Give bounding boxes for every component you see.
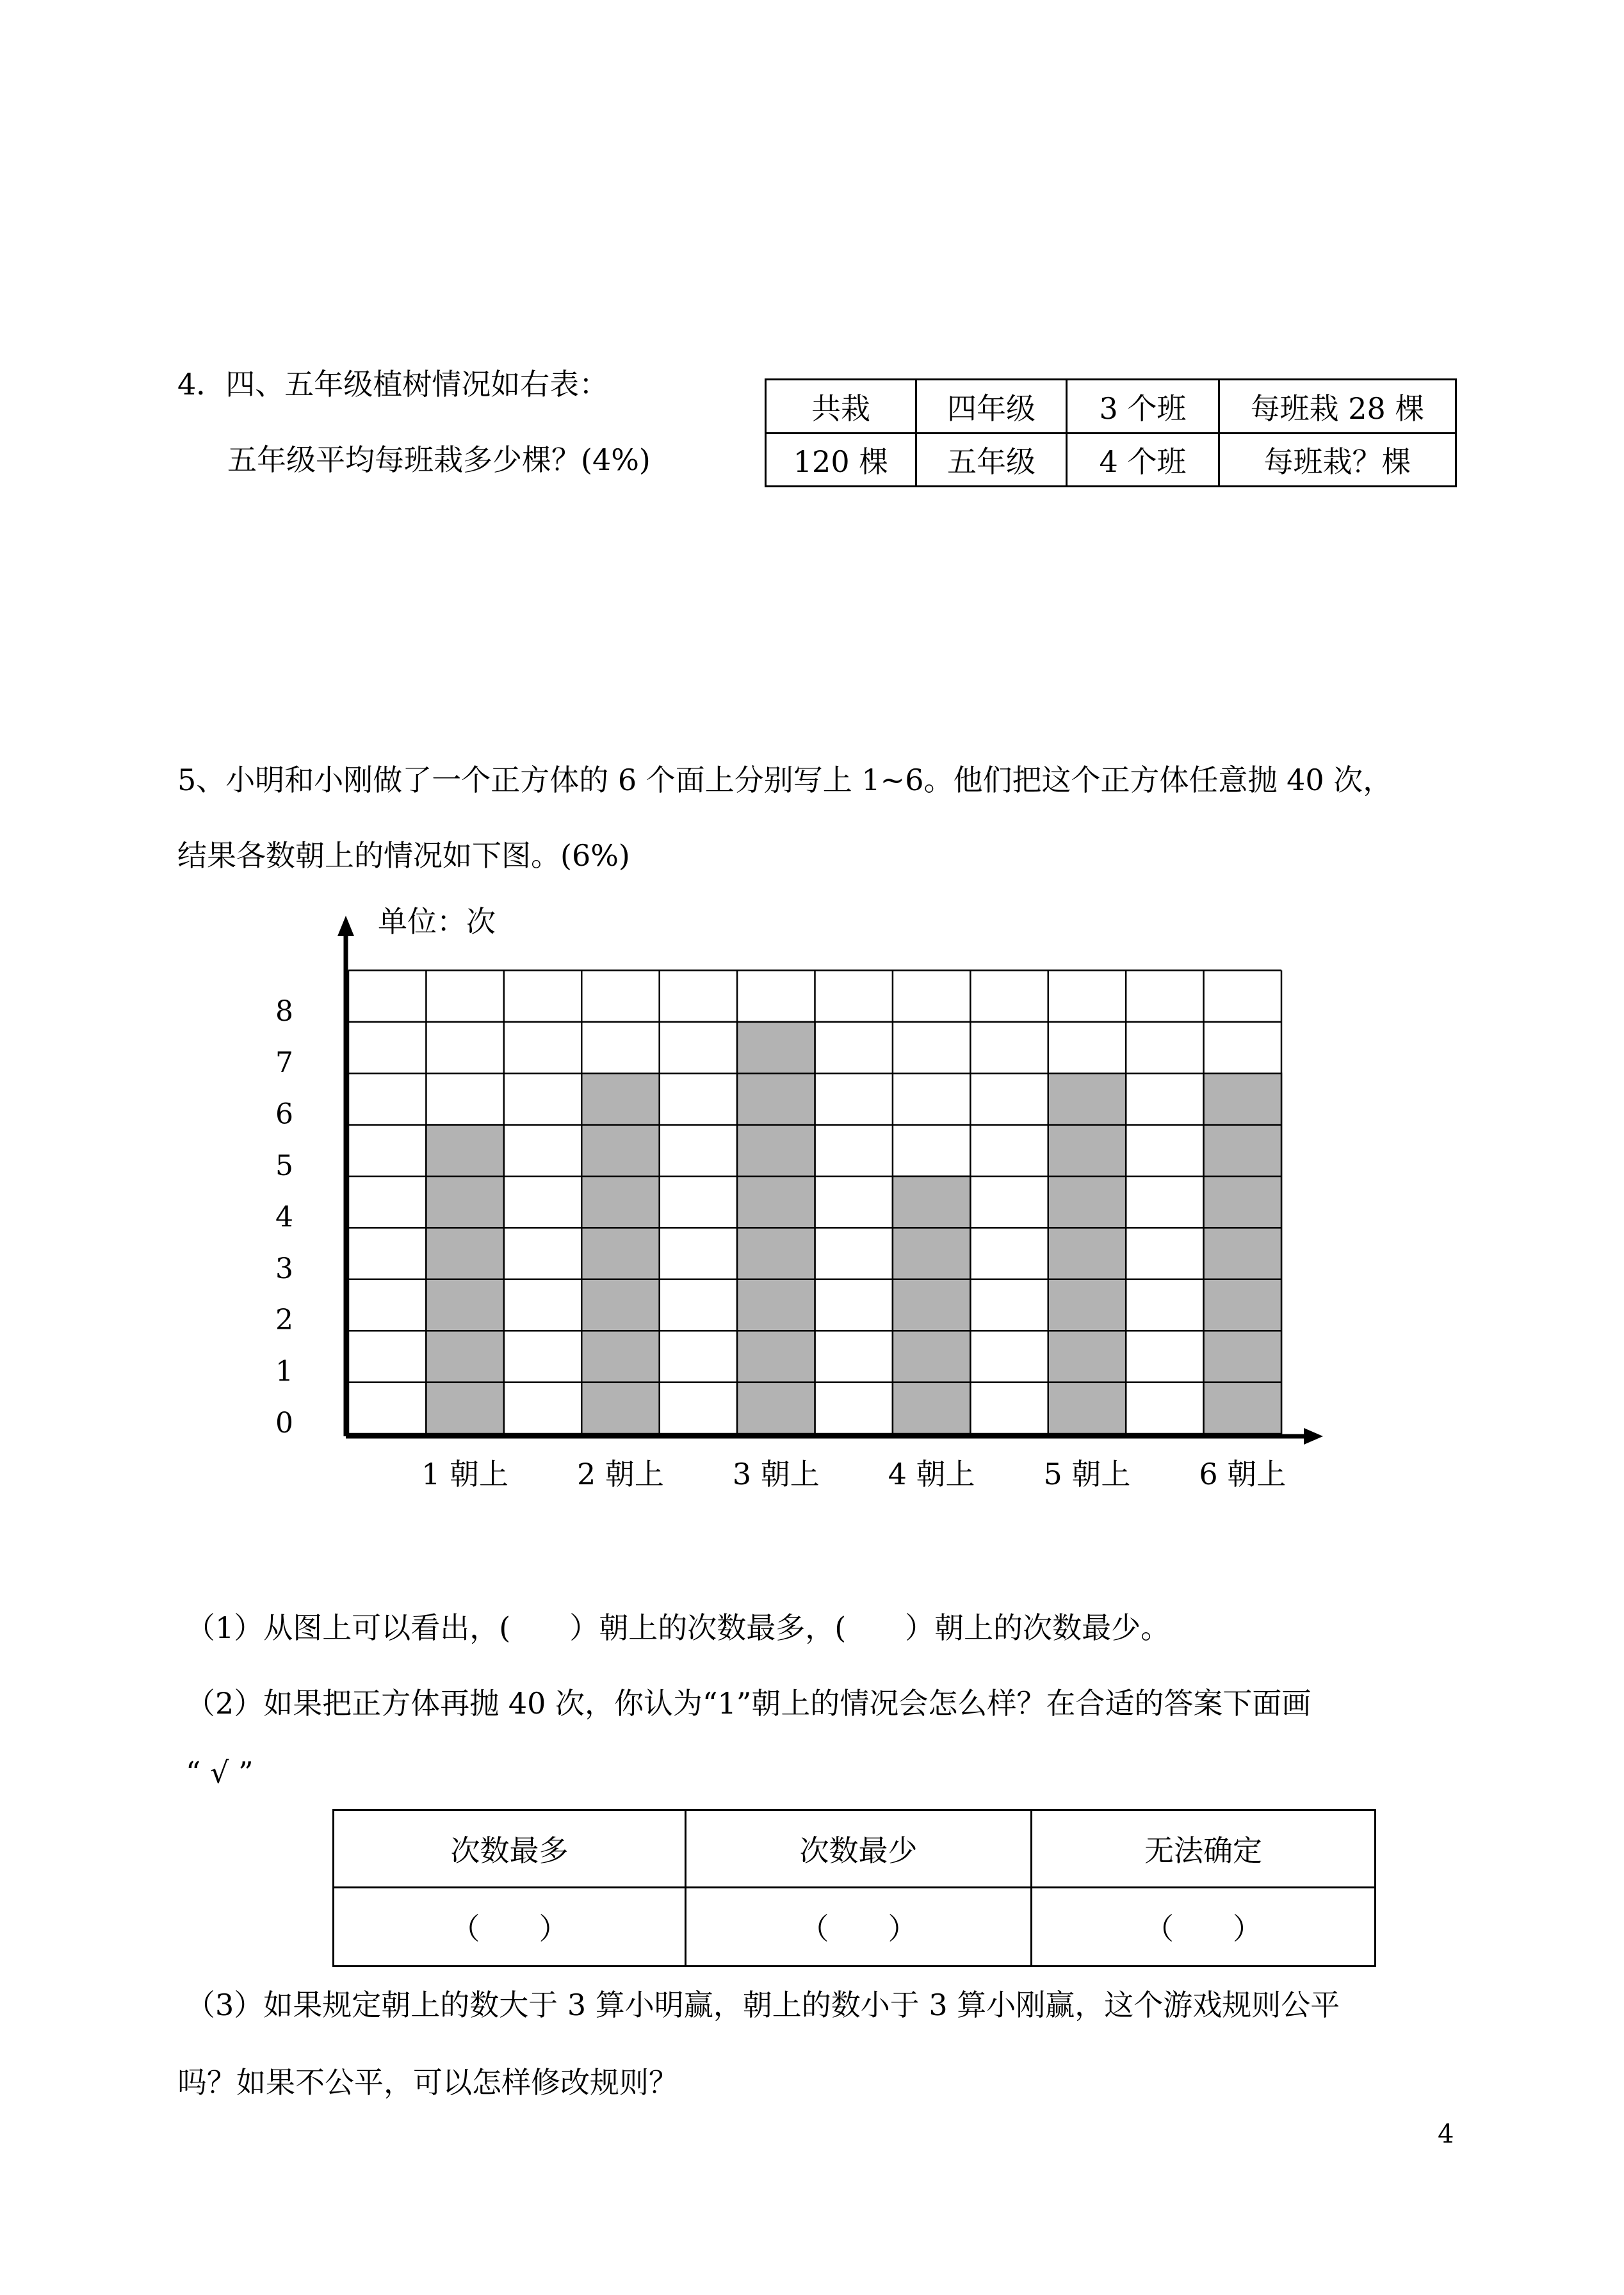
y-tick-label: 4 [275, 1201, 293, 1234]
table-cell: 每班栽？棵 [1219, 434, 1456, 487]
answer-header-least: 次数最少 [686, 1810, 1032, 1888]
q5-line1: 5、小明和小刚做了一个正方体的 6 个面上分别写上 1~6。他们把这个正方体任意抛 40 次， [177, 763, 1393, 797]
table-cell: 四年级 [916, 380, 1067, 434]
x-tick-label: 4 朝上 [888, 1457, 975, 1491]
y-axis-label: 单位：次 [378, 904, 496, 939]
x-tick-label: 3 朝上 [732, 1457, 820, 1491]
y-axis-arrow [337, 916, 354, 936]
table-cell: 4 个班 [1067, 434, 1219, 487]
table-cell: 120 棵 [766, 434, 916, 487]
table-cell: 每班栽 28 棵 [1219, 380, 1456, 434]
answer-header-unknown: 无法确定 [1032, 1810, 1376, 1888]
answer-blank-unknown[interactable]: （ ） [1032, 1888, 1376, 1967]
q4-line1: 4．四、五年级植树情况如右表： [177, 367, 609, 401]
bar [1048, 1073, 1126, 1434]
bar [893, 1176, 970, 1434]
bar [581, 1073, 659, 1434]
answer-table [332, 1809, 1376, 1967]
x-tick-label: 5 朝上 [1043, 1457, 1131, 1491]
q5-sub2-line2: “ √ ” [186, 1755, 254, 1790]
q5-sub3-line2: 吗？如果不公平，可以怎样修改规则？ [177, 2065, 678, 2100]
x-tick-label: 6 朝上 [1199, 1457, 1287, 1491]
y-tick-label: 7 [275, 1046, 293, 1080]
answer-blank-least[interactable]: （ ） [686, 1888, 1032, 1967]
y-tick-label: 8 [275, 994, 293, 1028]
q5-sub3-line1: （3）如果规定朝上的数大于 3 算小明赢，朝上的数小于 3 算小刚赢，这个游戏规则公平 [186, 1988, 1340, 2022]
y-tick-label: 0 [275, 1407, 293, 1439]
table-cell: 3 个班 [1067, 380, 1219, 434]
table-cell: 五年级 [916, 434, 1067, 487]
answer-blank-most[interactable]: （ ） [334, 1888, 686, 1967]
bar [1204, 1073, 1281, 1434]
y-tick-label: 2 [275, 1304, 293, 1337]
x-tick-label: 2 朝上 [577, 1457, 664, 1491]
page-number: 4 [1438, 2120, 1454, 2149]
y-tick-label: 5 [275, 1149, 293, 1182]
q5-sub2-line1: （2）如果把正方体再抛 40 次，你认为“1”朝上的情况会怎么样？在合适的答案下面画 [186, 1686, 1311, 1721]
x-axis-arrow [1304, 1428, 1323, 1445]
table-row [334, 1888, 1376, 1967]
table-cell: 共栽 [766, 380, 916, 434]
y-tick-label: 1 [275, 1355, 293, 1388]
y-tick-label: 6 [275, 1098, 293, 1131]
q5-line2: 结果各数朝上的情况如下图。(6%) [177, 838, 630, 873]
q4-line2: 五年级平均每班栽多少棵？(4%) [227, 442, 651, 477]
y-tick-label: 3 [275, 1252, 293, 1285]
table-row [334, 1810, 1376, 1888]
x-tick-label: 1 朝上 [421, 1457, 509, 1491]
q5-sub1: （1）从图上可以看出，( ）朝上的次数最多，( ）朝上的次数最少。 [186, 1610, 1171, 1645]
answer-header-most: 次数最多 [334, 1810, 686, 1888]
